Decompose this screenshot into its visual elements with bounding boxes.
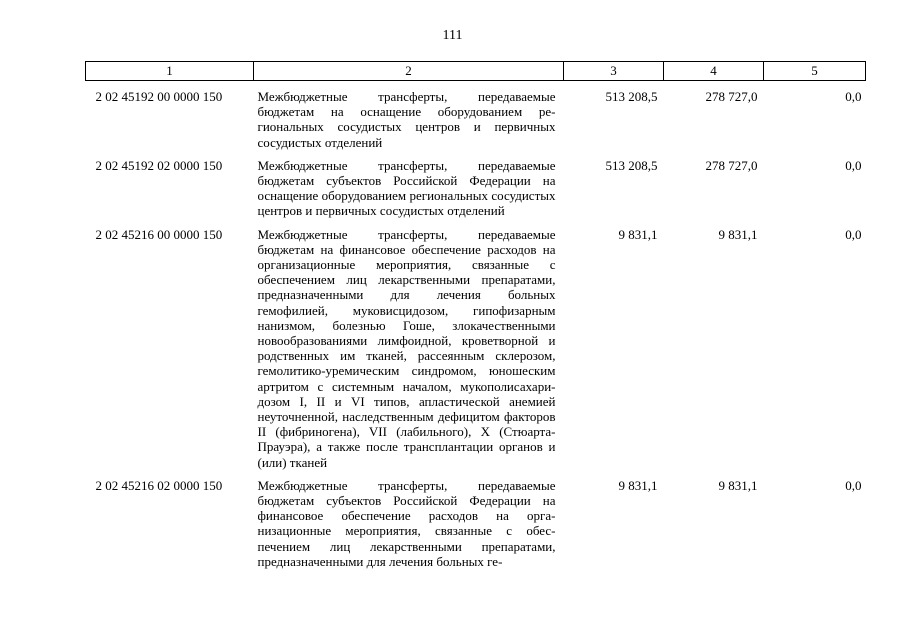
row-description: Межбюджетные трансферты, передаваемые бюджетам субъектов Российской Федерации на оснащение оборудованием региональных сосудистых центров и первичных сосудистых отделений (257, 157, 556, 219)
value-col-4: 9 831,1 (718, 226, 758, 242)
header-col-3: 3 (564, 62, 664, 81)
value-col-3: 513 208,5 (605, 157, 658, 173)
header-col-2: 2 (254, 62, 564, 81)
value-col-5: 0,0 (845, 226, 862, 242)
table-row (86, 150, 866, 219)
budget-code: 2 02 45192 00 0000 150 (95, 89, 223, 104)
row-description: Межбюджетные трансферты, передаваемые бюджетам на оснащение оборудованием региональных сосудистых центров и первичных сосудистых отделений (257, 89, 556, 150)
table-header-row (86, 62, 866, 81)
value-col-3: 513 208,5 (605, 89, 658, 104)
value-col-5: 0,0 (845, 157, 862, 173)
value-col-5: 0,0 (845, 477, 862, 493)
value-col-4: 278 727,0 (705, 157, 758, 173)
budget-table (85, 61, 866, 569)
value-col-4: 278 727,0 (705, 89, 758, 104)
table-row (86, 81, 866, 150)
table-row (86, 470, 866, 569)
row-description: Межбюджетные трансферты, передаваемые бюджетам на финансовое обеспечение расходов на организационные мероприятия, связанные с обеспечением лиц лекарственными препаратами, предназначенными для лечения больных гемофилией, муковисцидозом, гипофизарным нанизмом, болезнью Гоше, злокачественными новообразованиями лимфоидной, кроветворной и родственных им тканей, рассеянным склерозом, гемолитико-уремическим синдромом, юношеским артритом с системным началом, мукополисахаридозом I, II и VI типов, апластической анемией неуточненной, наследственным дефицитом факторов II (фибриногена), VII (лабильного), X (Стюарта-Прауэра), а также после трансплантации органов и (или) тканей (257, 226, 556, 470)
value-col-3: 9 831,1 (618, 226, 658, 242)
header-col-5: 5 (764, 62, 866, 81)
header-col-1: 1 (86, 62, 254, 81)
value-col-4: 9 831,1 (718, 477, 758, 493)
row-description: Межбюджетные трансферты, передаваемые бюджетам субъектов Российской Федерации на финансовое обеспечение расходов на организационные мероприятия, связанные с обеспечением лиц лекарственными препаратами, предназначенными для лечения больных ге- (257, 477, 556, 569)
budget-code: 2 02 45216 02 0000 150 (95, 477, 223, 493)
value-col-5: 0,0 (845, 89, 862, 104)
budget-code: 2 02 45216 00 0000 150 (95, 226, 223, 242)
table-row (86, 219, 866, 470)
page-number: 111 (442, 28, 463, 43)
budget-code: 2 02 45192 02 0000 150 (95, 157, 223, 173)
value-col-3: 9 831,1 (618, 477, 658, 493)
header-col-4: 4 (664, 62, 764, 81)
